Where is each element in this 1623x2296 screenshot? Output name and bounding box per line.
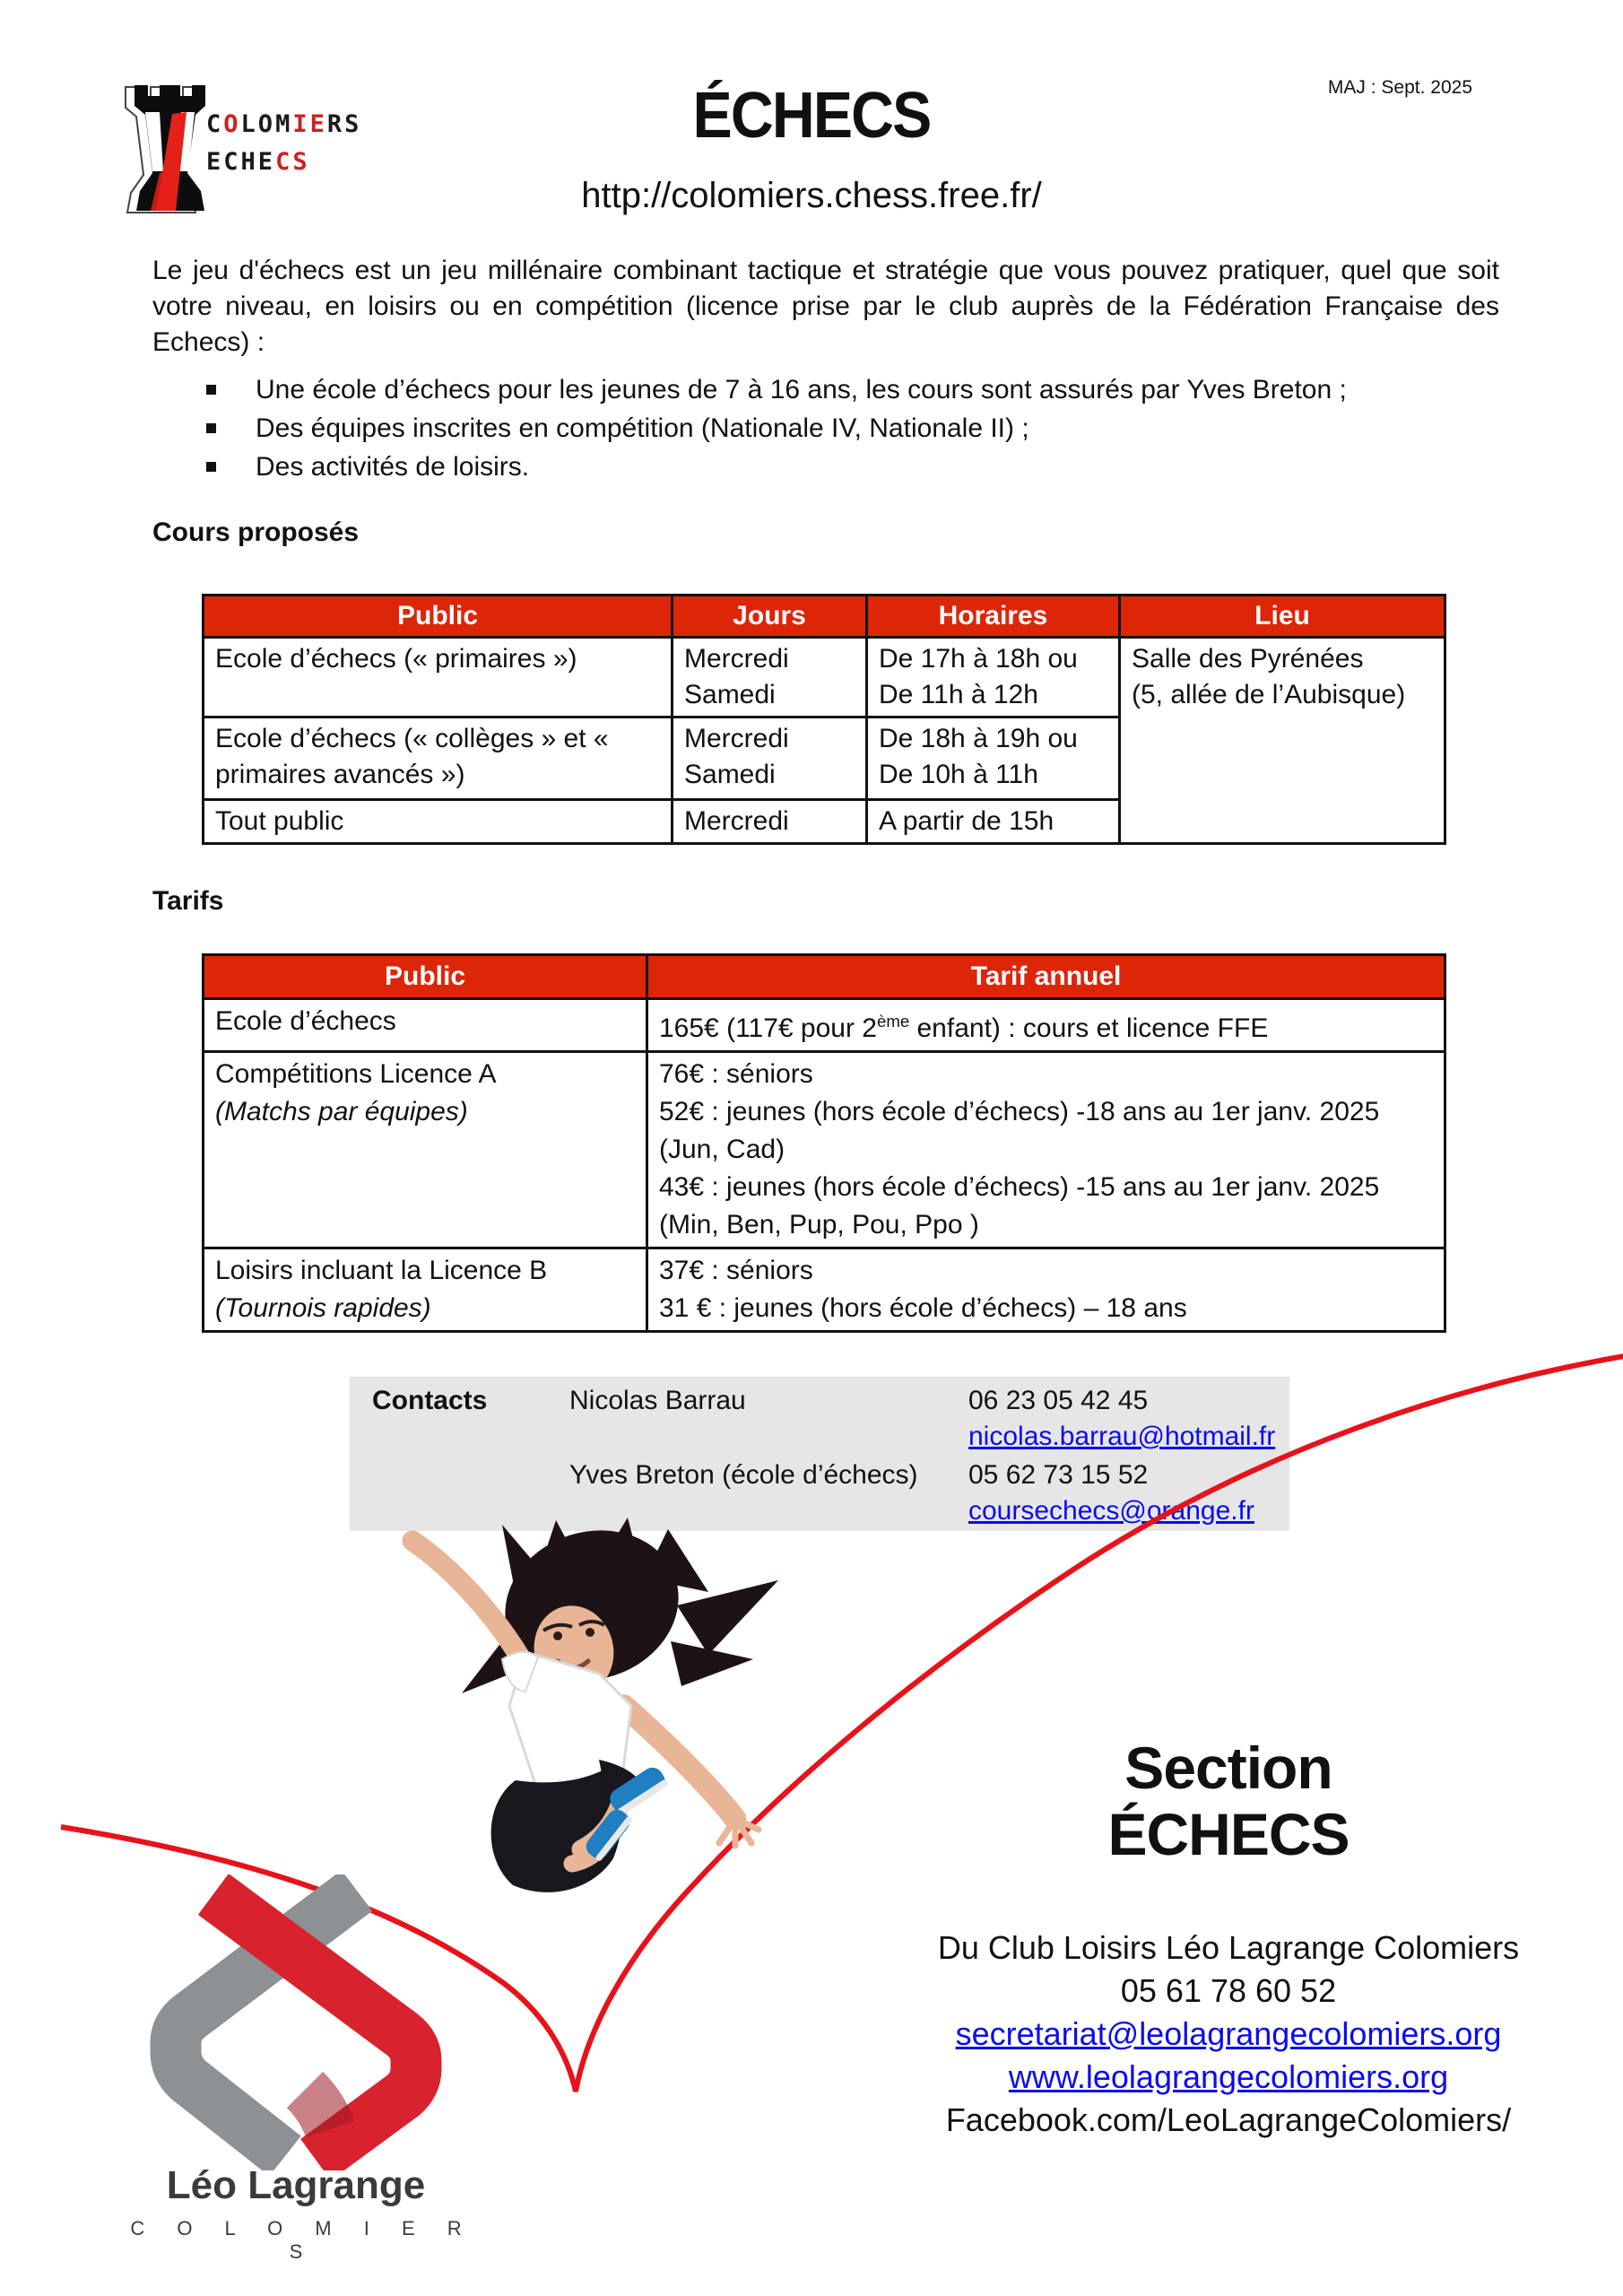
club-logo-line1: COLOMIERS (206, 110, 362, 138)
bullet-square-icon (206, 462, 216, 472)
table-header-row (204, 955, 1445, 999)
jours-cell-line: Mercredi (684, 644, 789, 674)
bullet-text: Des activités de loisirs. (256, 452, 530, 482)
contact-phone: 06 23 05 42 45 (968, 1386, 1149, 1415)
public-cell: Ecole d’échecs (« primaires ») (215, 644, 577, 674)
courses-heading: Cours proposés (152, 517, 360, 547)
jours-cell-line: Samedi (684, 760, 776, 789)
lieu-cell-line: Salle des Pyrénées (1132, 644, 1364, 674)
column-header-jours: Jours (673, 596, 867, 638)
tarif-line: 76€ : séniors (659, 1059, 813, 1089)
section-echecs-title (933, 1735, 1524, 1867)
tarifs-heading: Tarifs (152, 886, 224, 916)
tarif-cell: 165€ (117€ pour 2ème enfant) : cours et licence FFE (659, 1012, 1269, 1043)
superscript-eme: ème (876, 1012, 910, 1031)
tarif-line: (Min, Ben, Pup, Pou, Ppo ) (659, 1210, 979, 1239)
tarif-line: 52€ : jeunes (hors école d’échecs) -18 ans au 1er janv. 2025 (659, 1097, 1380, 1126)
lieu-cell-line: (5, allée de l’Aubisque) (1132, 680, 1406, 709)
column-header-tarif-annuel: Tarif annuel (647, 955, 1445, 999)
horaires-cell-line: De 11h à 12h (879, 680, 1038, 709)
bullet-square-icon (206, 385, 216, 395)
list-item (204, 409, 1478, 448)
footer-facebook: Facebook.com/LeoLagrangeColomiers/ (945, 2101, 1512, 2138)
horaires-cell-line: De 17h à 18h ou (879, 644, 1078, 674)
contact-phone: 05 62 73 15 52 (968, 1460, 1149, 1490)
public-cell-main: Loisirs incluant la Licence B (215, 1256, 548, 1285)
horaires-cell-line: De 10h à 11h (879, 760, 1038, 789)
tarif-line: 43€ : jeunes (hors école d’échecs) -15 ans au 1er janv. 2025 (659, 1172, 1380, 1202)
bullet-text: Des équipes inscrites en compétition (Nationale IV, Nationale II) ; (256, 413, 1029, 443)
list-item (204, 370, 1478, 409)
footer-email-link[interactable]: secretariat@leolagrangecolomiers.org (955, 2015, 1502, 2052)
offer-bullet-list (204, 370, 1478, 486)
public-cell-main: Compétitions Licence A (215, 1059, 497, 1089)
table-row (204, 638, 1445, 718)
contact-name: Nicolas Barrau (569, 1386, 746, 1415)
tarif-line: 31 € : jeunes (hors école d’échecs) – 18 ans (659, 1293, 1187, 1323)
horaires-cell-line: A partir de 15h (879, 806, 1055, 836)
courses-table (202, 594, 1446, 845)
section-title-line1: Section (1124, 1735, 1332, 1801)
jours-cell-line: Mercredi (684, 806, 789, 836)
table-row (204, 999, 1445, 1052)
bullet-square-icon (206, 423, 216, 433)
footer-website-link[interactable]: www.leolagrangecolomiers.org (1008, 2058, 1449, 2095)
leo-lagrange-wordmark (117, 2163, 475, 2264)
column-header-lieu: Lieu (1120, 596, 1445, 638)
footer-contact-block (888, 1926, 1569, 2142)
column-header-horaires: Horaires (867, 596, 1120, 638)
last-updated-note: MAJ : Sept. 2025 (1327, 77, 1472, 98)
contact-name: Yves Breton (école d’échecs) (569, 1460, 918, 1490)
tarifs-table (202, 953, 1446, 1333)
leo-lagrange-name: Léo Lagrange (166, 2163, 426, 2207)
bullet-text: Une école d’échecs pour les jeunes de 7 à 16 ans, les cours sont assurés par Yves Breton ; (256, 375, 1347, 404)
intro-paragraph: Le jeu d'échecs est un jeu millénaire combinant tactique et stratégie que vous pouvez pratiquer, quel que soit votre niveau, en loisirs ou en compétition (licence prise par le club auprès de la Fédération Française des Echecs) : (152, 256, 1499, 357)
public-cell: Ecole d’échecs (215, 1006, 396, 1036)
tarif-line: 37€ : séniors (659, 1256, 813, 1285)
tarif-line: (Jun, Cad) (659, 1135, 785, 1164)
club-logo-line2: ECHECS (206, 148, 310, 176)
footer-club-line: Du Club Loisirs Léo Lagrange Colomiers (937, 1929, 1520, 1966)
column-header-public: Public (204, 955, 647, 999)
jours-cell-line: Samedi (684, 680, 776, 709)
section-title-line2: ÉCHECS (1107, 1801, 1350, 1867)
column-header-public: Public (204, 596, 673, 638)
public-cell: Ecole d’échecs (« collèges » et « primaires avancés ») (215, 724, 609, 789)
table-row (204, 1052, 1445, 1248)
contacts-label: Contacts (372, 1386, 488, 1415)
leo-lagrange-city: C O L O M I E R S (130, 2217, 475, 2263)
public-cell: Tout public (215, 806, 344, 836)
leo-lagrange-logo (143, 1874, 466, 2170)
contact-email-link[interactable]: coursechecs@orange.fr (968, 1496, 1254, 1526)
table-header-row (204, 596, 1445, 638)
list-item (204, 448, 1478, 486)
contacts-panel (350, 1377, 1289, 1531)
page-title: ÉCHECS (692, 80, 931, 152)
jours-cell-line: Mercredi (684, 724, 789, 753)
table-row (204, 1248, 1445, 1332)
public-cell-sub: (Matchs par équipes) (215, 1097, 468, 1126)
club-website-url: http://colomiers.chess.free.fr/ (581, 176, 1042, 215)
horaires-cell-line: De 18h à 19h ou (879, 724, 1078, 753)
public-cell-sub: (Tournois rapides) (215, 1293, 431, 1323)
footer-phone: 05 61 78 60 52 (1120, 1972, 1337, 2009)
contact-email-link[interactable]: nicolas.barrau@hotmail.fr (968, 1422, 1276, 1451)
